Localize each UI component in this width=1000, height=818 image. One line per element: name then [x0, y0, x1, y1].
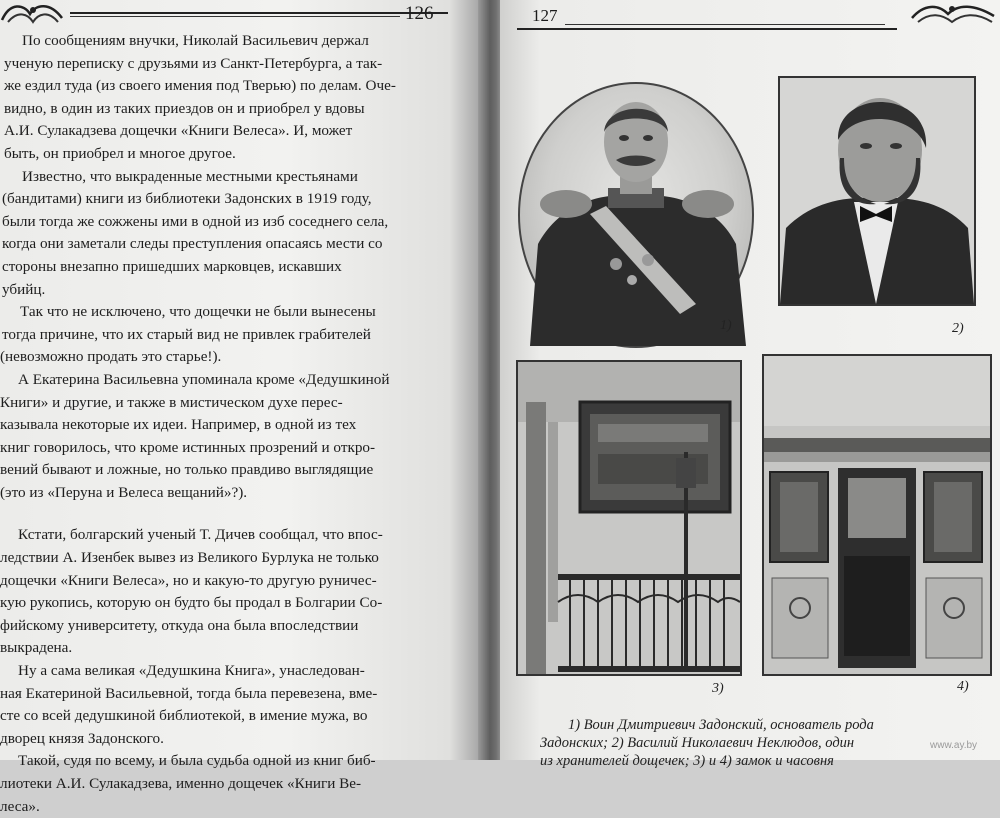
caption-line: 1) Воин Дмитриевич Задонский, основатель рода [568, 717, 874, 733]
text-line: видно, в один из таких приездов он и приобрел у вдовы [4, 99, 365, 117]
text-line: ученую переписку с друзьями из Санкт-Петербурга, а так- [4, 54, 383, 72]
text-line: кую рукопись, которую он будто бы продал в Болгарии Со- [0, 594, 383, 612]
left-page [0, 0, 478, 815]
caption-line: Задонских; 2) Василий Николаевич Неклюдов, один [540, 735, 855, 751]
figure-label-3: 3) [712, 681, 724, 696]
text-line: казывала некоторые их идеи. Например, в одной из тех [0, 416, 357, 434]
text-line: А.И. Сулакадзева дощечки «Книги Велеса». И, может [4, 122, 353, 140]
header-rule-thin [565, 24, 885, 25]
text-line: А Екатерина Васильевна упоминала кроме «Дедушкиной [18, 370, 390, 388]
text-line: Кстати, болгарский ученый Т. Дичев сообщал, что впос- [18, 526, 383, 544]
text-line: убийц. [2, 280, 46, 298]
header-ornament-left [0, 0, 66, 26]
text-line: фийскому университету, откуда она была впоследствии [0, 616, 359, 634]
watermark: www.ay.by [930, 740, 978, 751]
text-line: (это из «Перуна и Велеса вещаний»?). [0, 483, 248, 501]
text-line: выкрадена. [0, 639, 73, 657]
header-rule [517, 28, 897, 30]
text-line: (невозможно продать это старье!). [0, 348, 222, 366]
text-line: ледствии А. Изенбек вывез из Великого Бурлука не только [0, 549, 379, 567]
text-line: леса». [0, 797, 40, 815]
text-line: лиотеки А.И. Сулакадзева, именно дощечек «Книги Ве- [0, 775, 362, 792]
header-rule-thin [70, 16, 400, 17]
text-line: же ездил туда (из своего имения под Тверью) по делам. Оче- [4, 77, 396, 95]
text-line: вений бывают и ложные, но только правдиво выглядящие [0, 461, 374, 479]
figure-label-1: 1) [720, 318, 732, 333]
text-line: были тогда же сожжены ими в одной из изб соседнего села, [2, 212, 389, 230]
header-ornament-right [908, 0, 1000, 24]
left-body-text [0, 30, 458, 818]
figure-label-2: 2) [952, 321, 964, 336]
interior-photo-hall [516, 360, 742, 676]
page-number-right: 127 [532, 6, 558, 25]
page-number-left: 126 [405, 3, 434, 24]
text-line: Ну а сама великая «Дедушкина Книга», унаследован- [18, 662, 365, 680]
text-line: По сообщениям внучки, Николай Васильевич держал [22, 32, 369, 49]
caption-line: из хранителей дощечек; 3) и 4) замок и часовня [540, 753, 834, 769]
text-line: когда они заметали следы преступления опасаясь мести со [2, 235, 383, 253]
text-line: стороны внезапно пришедших марковцев, искавших [2, 257, 342, 275]
chapel-photo-iconostasis [762, 354, 992, 676]
text-line: ная Екатериной Васильевной, тогда была перевезена, вме- [0, 684, 378, 702]
text-line: книг говорилось, что кроме истинных прозрений и откро- [0, 438, 376, 456]
text-line: сте со всей дедушкиной библиотекой, в имение мужа, во [0, 707, 368, 725]
text-line: Известно, что выкраденные местными крестьянами [22, 167, 358, 185]
portrait-photo-man [778, 76, 976, 306]
text-line: быть, он приобрел и многое другое. [4, 144, 236, 162]
header-rule [70, 12, 448, 14]
text-line: (бандитами) книги из библиотеки Задонских в 1919 году, [2, 190, 372, 208]
text-line: Так что не исключено, что дощечки не были вынесены [20, 303, 376, 321]
text-line: дворец князя Задонского. [0, 729, 164, 747]
text-line: тогда причине, что их старый вид не привлек грабителей [2, 325, 371, 343]
portrait-photo-officer [518, 82, 754, 348]
text-line: Книги» и другие, и также в мистическом духе перес- [0, 393, 343, 411]
figure-label-4: 4) [957, 679, 969, 694]
text-line: дощечки «Книги Велеса», но и какую-то другую руничес- [0, 571, 377, 589]
text-line: Такой, судя по всему, и была судьба одной из книг биб- [18, 752, 376, 770]
